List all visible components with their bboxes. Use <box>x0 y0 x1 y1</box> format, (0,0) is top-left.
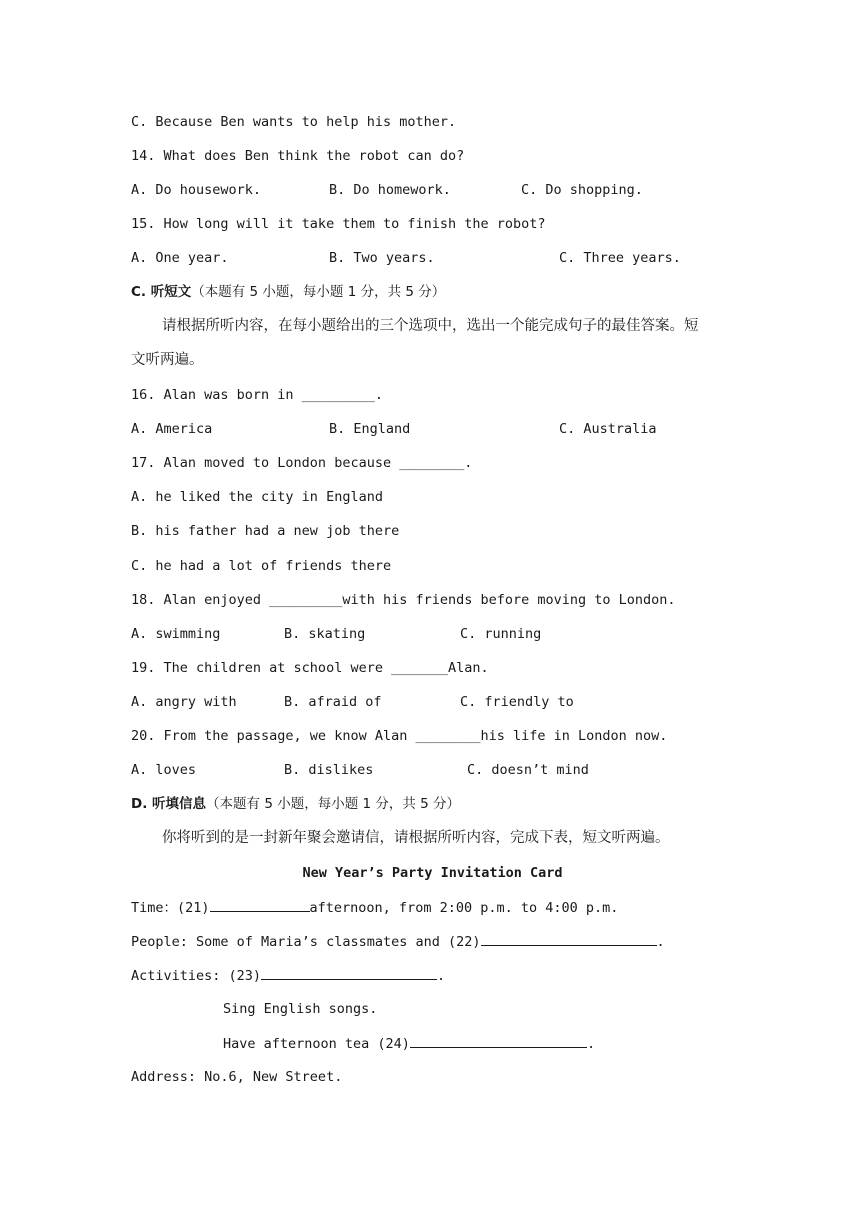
q14-option-b: B. Do homework. <box>329 182 451 198</box>
q18-stem: 18. Alan enjoyed _________with his friends before moving to London. <box>131 592 676 608</box>
q18-option-a: A. swimming <box>131 626 221 642</box>
q18-option-b: B. skating <box>284 626 366 642</box>
q15-option-c: C. Three years. <box>559 250 681 266</box>
card-people-row <box>131 932 665 951</box>
card-tea-end: . <box>586 1036 596 1052</box>
q15-option-b: B. Two years. <box>329 250 435 266</box>
section-d-title: D. 听填信息 <box>131 796 207 812</box>
section-c-instruction-cont: 文听两遍。 <box>131 352 204 368</box>
q19-stem: 19. The children at school were _______Alan. <box>131 660 489 676</box>
q16-option-c: C. Australia <box>559 421 657 437</box>
blank-22[interactable] <box>481 932 657 946</box>
card-people-label: People: Some of Maria’s classmates and (22) <box>131 934 481 950</box>
q20-option-c: C. doesn’t mind <box>467 762 589 778</box>
section-c-note: （本题有 5 小题，每小题 1 分，共 5 分） <box>191 284 446 300</box>
q20-option-b: B. dislikes <box>284 762 374 778</box>
card-tea-label: Have afternoon tea (24) <box>223 1036 410 1052</box>
section-c-heading <box>131 283 445 301</box>
q18-option-c: C. running <box>460 626 542 642</box>
card-time-after: afternoon, from 2:00 p.m. to 4:00 p.m. <box>309 900 619 916</box>
section-d-note: （本题有 5 小题，每小题 1 分，共 5 分） <box>206 796 461 812</box>
q17-option-a: A. he liked the city in England <box>131 489 383 505</box>
section-d-heading <box>131 795 460 813</box>
blank-24[interactable] <box>410 1034 587 1048</box>
section-c-instruction: 请根据所听内容，在每小题给出的三个选项中，选出一个能完成句子的最佳答案。短 <box>162 318 699 334</box>
q14-option-a: A. Do housework. <box>131 182 262 198</box>
card-activities-end: . <box>437 968 446 984</box>
q15-option-a: A. One year. <box>131 250 229 266</box>
card-activities-label: Activities: (23) <box>131 968 262 984</box>
blank-21[interactable] <box>210 898 310 912</box>
q17-option-b: B. his father had a new job there <box>131 523 400 539</box>
q13-option-c: C. Because Ben wants to help his mother. <box>131 114 457 130</box>
section-d-instruction: 你将听到的是一封新年聚会邀请信，请根据所听内容，完成下表，短文听两遍。 <box>162 830 670 846</box>
q19-option-b: B. afraid of <box>284 694 382 710</box>
q20-option-a: A. loves <box>131 762 197 778</box>
q19-option-a: A. angry with <box>131 694 237 710</box>
q14-option-c: C. Do shopping. <box>521 182 643 198</box>
q20-stem: 20. From the passage, we know Alan ________his life in London now. <box>131 728 668 744</box>
section-c-title: C. 听短文 <box>131 284 192 300</box>
card-time-row <box>131 898 618 917</box>
q17-option-c: C. he had a lot of friends there <box>131 558 392 574</box>
q16-option-a: A. America <box>131 421 213 437</box>
card-tea-row <box>223 1034 595 1053</box>
q19-option-c: C. friendly to <box>460 694 574 710</box>
card-title: New Year’s Party Invitation Card <box>302 865 563 881</box>
blank-23[interactable] <box>261 966 437 980</box>
q16-option-b: B. England <box>329 421 411 437</box>
card-sing-songs: Sing English songs. <box>223 1001 378 1017</box>
card-address: Address: No.6, New Street. <box>131 1069 343 1085</box>
q17-stem: 17. Alan moved to London because ________. <box>131 455 473 471</box>
q14-stem: 14. What does Ben think the robot can do? <box>131 148 465 164</box>
card-time-label: Time：(21) <box>131 900 210 916</box>
card-activities-row <box>131 966 445 985</box>
card-people-end: . <box>656 934 665 950</box>
q16-stem: 16. Alan was born in _________. <box>131 387 383 403</box>
q15-stem: 15. How long will it take them to finish the robot? <box>131 216 546 232</box>
